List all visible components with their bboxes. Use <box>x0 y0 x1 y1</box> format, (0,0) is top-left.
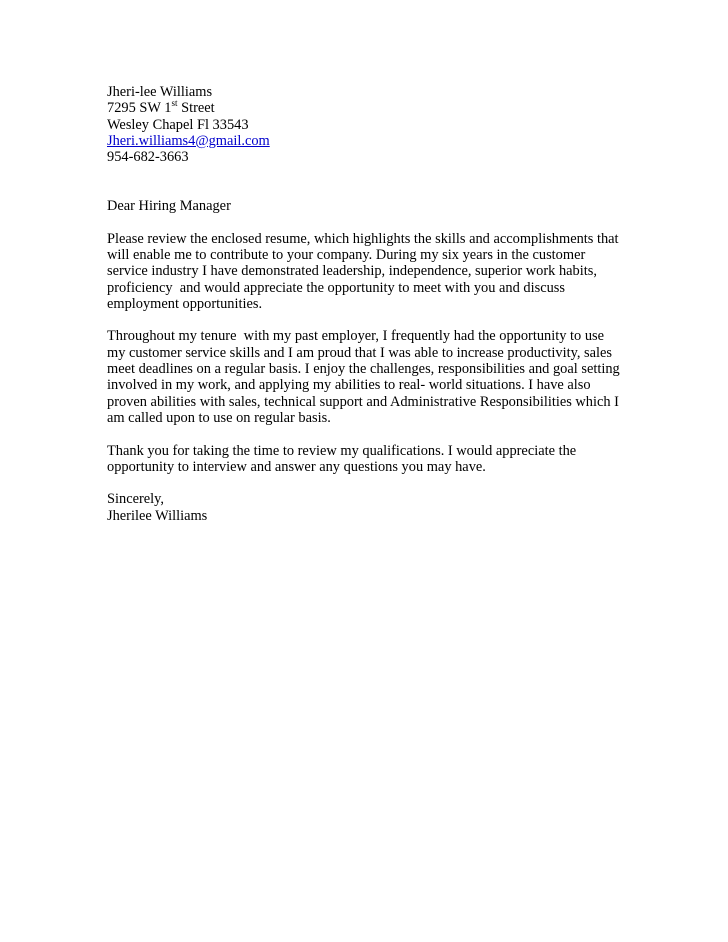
paragraph-line: involved in my work, and applying my abilities to real- world situations. I have also <box>107 377 591 394</box>
sender-name: Jheri-lee Williams <box>107 84 213 100</box>
paragraph-1 <box>107 231 627 312</box>
closing: Sincerely, <box>107 491 165 508</box>
sender-block <box>107 84 627 165</box>
sender-address-line1 <box>107 100 627 116</box>
address-street-name: Street <box>177 100 215 117</box>
ordinal-suffix: st <box>171 98 178 109</box>
paragraph-line: employment opportunities. <box>107 295 263 312</box>
letter-content <box>107 84 627 524</box>
paragraph-line: meet deadlines on a regular basis. I enjoy the challenges, responsibilities and goal setting <box>107 361 620 378</box>
paragraph-line: will enable me to contribute to your company. During my six years in the customer <box>107 246 586 263</box>
email-link[interactable]: Jheri.williams4@gmail.com <box>107 132 270 149</box>
paragraph-line: proficiency and would appreciate the opportunity to meet with you and discuss <box>107 279 565 296</box>
paragraph-line: Throughout my tenure with my past employer, I frequently had the opportunity to use <box>107 328 604 345</box>
sender-phone: 954-682-3663 <box>107 149 189 166</box>
sender-address-line2: Wesley Chapel Fl 33543 <box>107 116 249 133</box>
paragraph-line: Please review the enclosed resume, which highlights the skills and accomplishments that <box>107 230 619 247</box>
closing-block <box>107 491 627 524</box>
paragraph-line: Thank you for taking the time to review my qualifications. I would appreciate the <box>107 442 577 459</box>
address-street-number: 7295 SW 1 <box>107 100 172 117</box>
signature-name: Jherilee Williams <box>107 507 208 524</box>
sender-email-line <box>107 133 627 149</box>
salutation: Dear Hiring Manager <box>107 198 231 215</box>
paragraph-line: service industry I have demonstrated leadership, independence, superior work habits, <box>107 263 597 280</box>
paragraph-3 <box>107 443 627 476</box>
paragraph-line: my customer service skills and I am proud that I was able to increase productivity, sales <box>107 344 612 361</box>
paragraph-line: proven abilities with sales, technical support and Administrative Responsibilities which I <box>107 393 619 410</box>
paragraph-2 <box>107 328 627 426</box>
paragraph-line: am called upon to use on regular basis. <box>107 409 331 426</box>
paragraph-line: opportunity to interview and answer any questions you may have. <box>107 458 486 475</box>
